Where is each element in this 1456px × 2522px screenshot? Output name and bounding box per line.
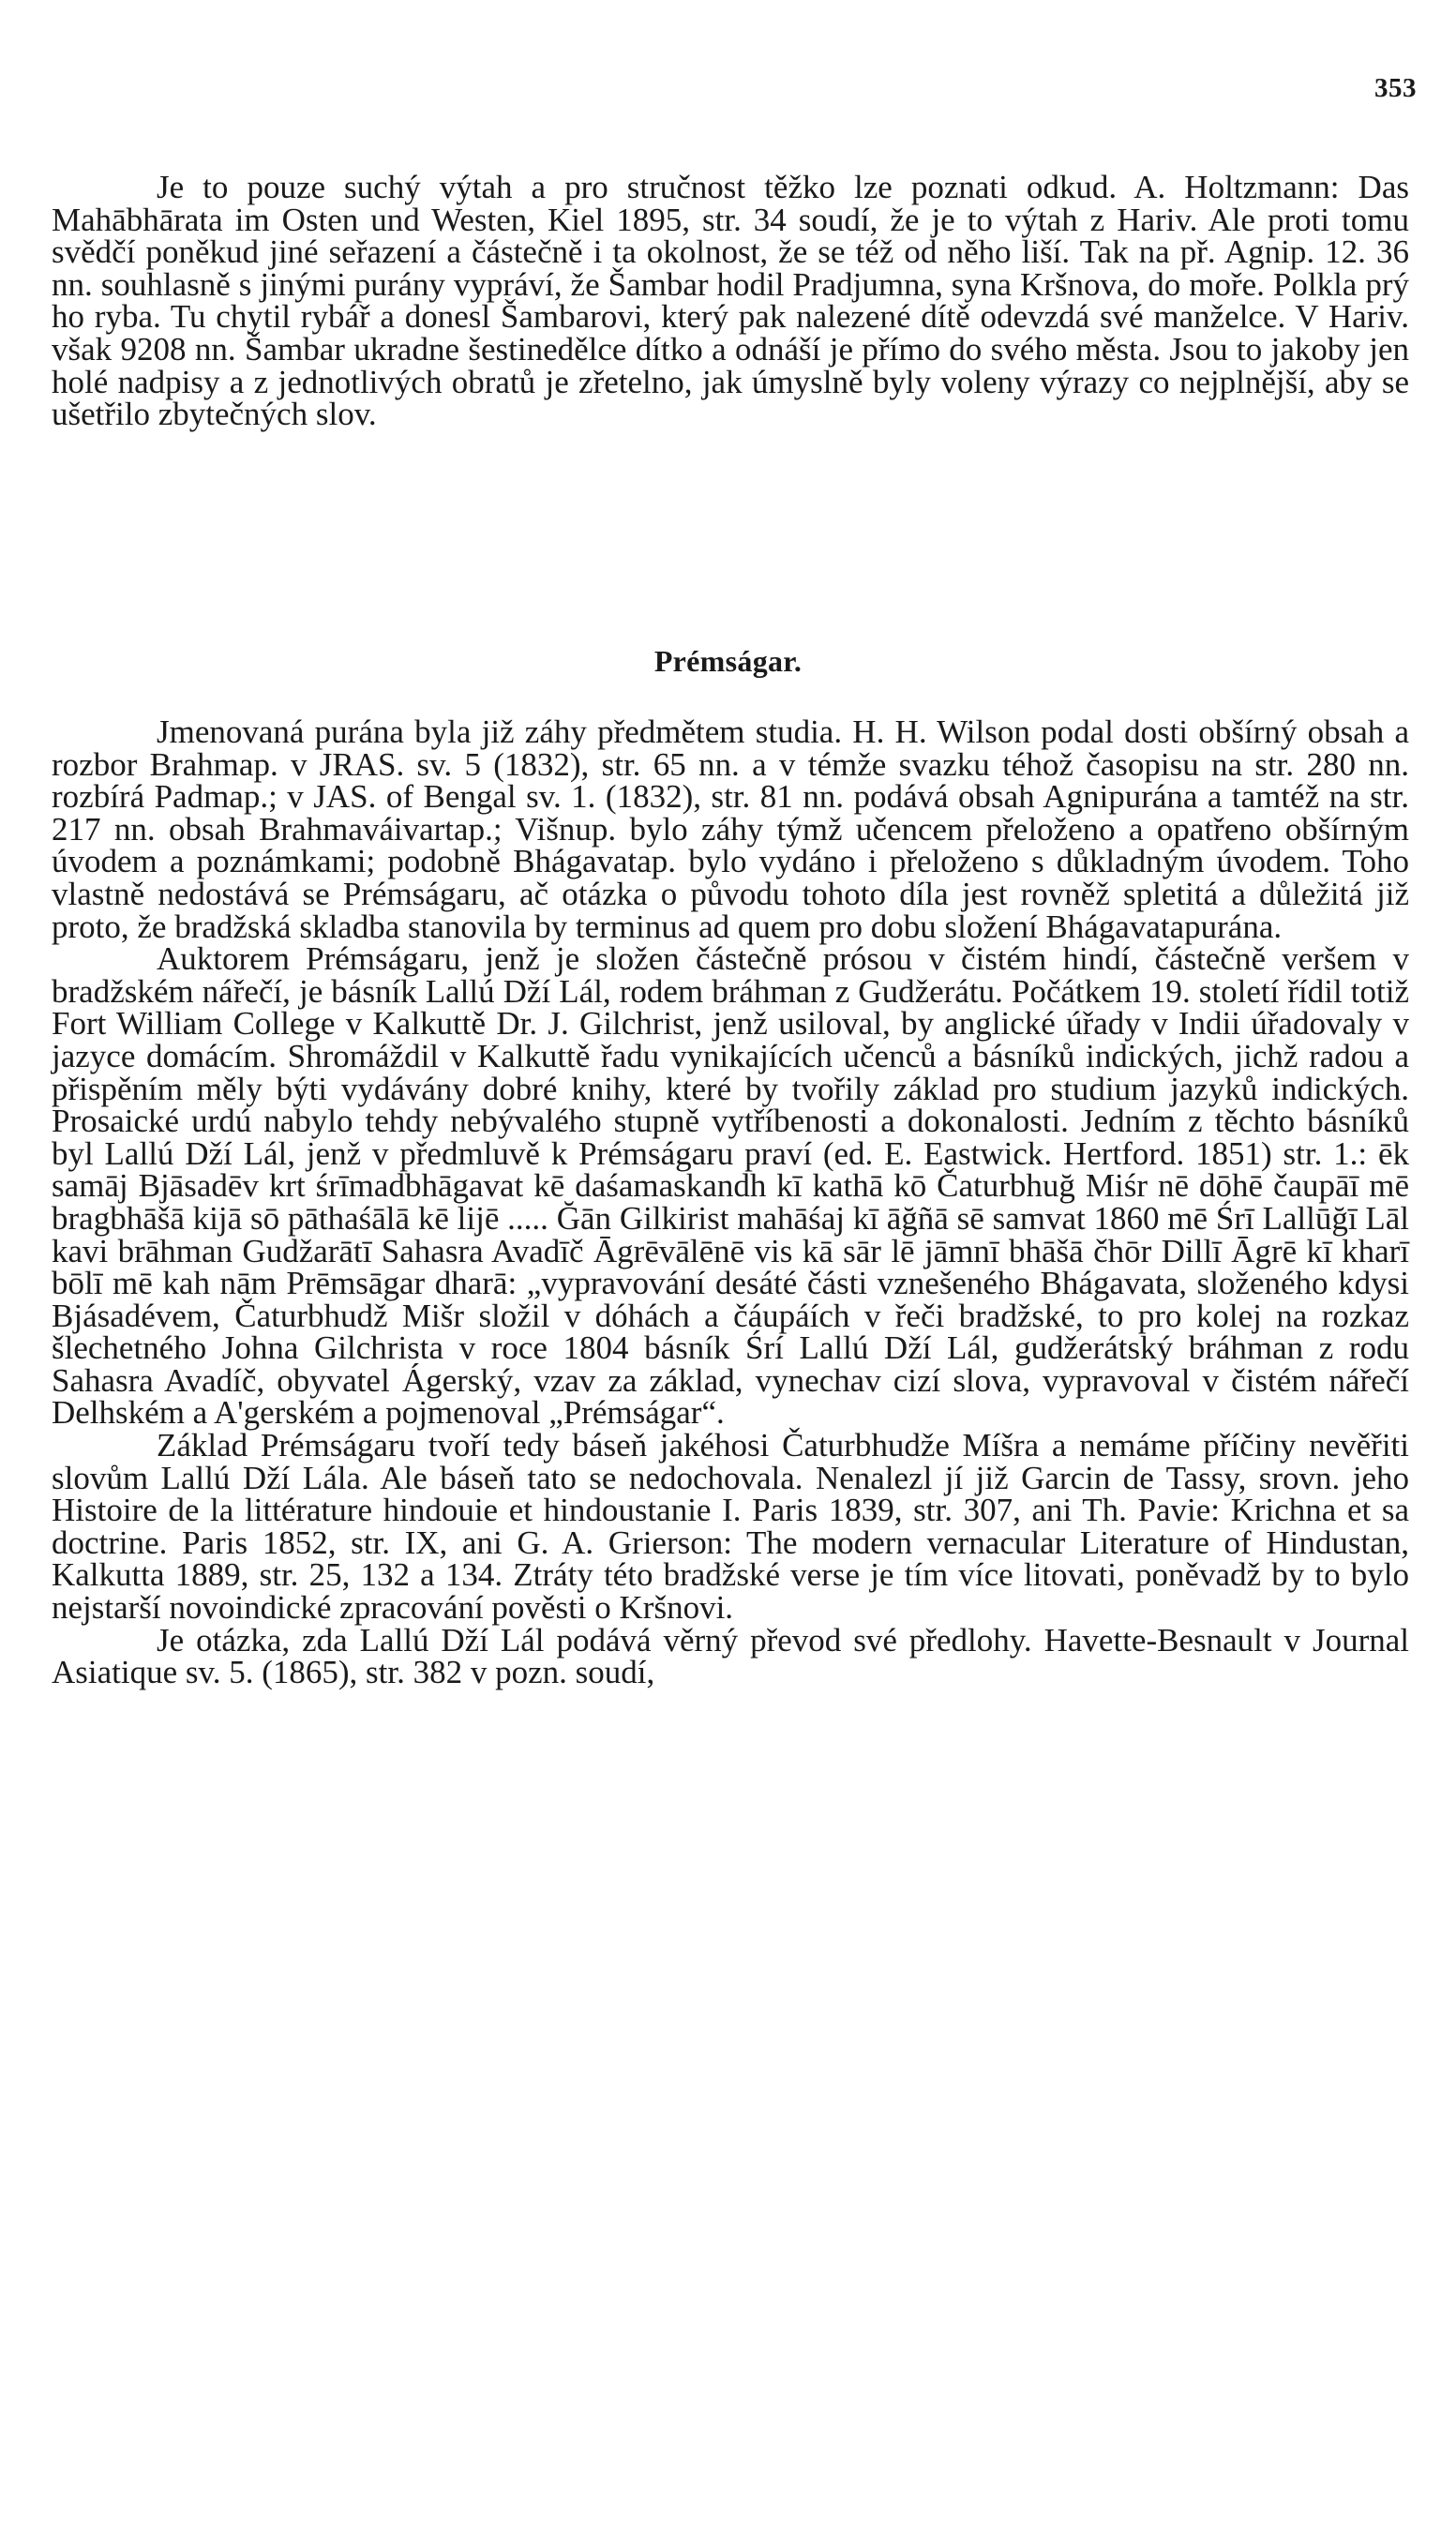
page-number: 353 [1374,73,1417,103]
paragraph: Je to pouze suchý výtah a pro stručnost těžko lze poznati odkud. A. Holtzmann: Das Mahābhārata im Osten und Westen, Kiel 1895, str. 34 soudí, že je to výtah z Hariv. Ale proti tomu svědčí poněkud jiné seřazení a částečně i ta okolnost, že se též od něho liší. Tak na př. Agnip. 12. 36 nn. souhlasně s jinými purány vypráví, že Šambar hodil Pradjumna, syna Kršnova, do moře. Polkla prý ho ryba. Tu chytil rybář a donesl Šambarovi, který pak nalezené dítě odevzdá své manželce. V Hariv. však 9208 nn. Šambar ukradne šestinedělce dítko a odnáší je přímo do svého města. Jsou to jakoby jen holé nadpisy a z jednotlivých obratů je zřetelno, jak úmyslně byly voleny výrazy co nejplnější, aby se ušetřilo zbytečných slov. [52,169,1409,433]
section-text-block [52,713,1409,1691]
section-heading: Prémságar. [653,644,803,678]
paragraph: Základ Prémságaru tvoří tedy báseň jakéhosi Čaturbhudže Míšra a nemáme příčiny nevěřiti slovům Lallú Dží Lála. Ale báseň tato se nedochovala. Nenalezl jí již Garcin de Tassy, srovn. jeho Histoire de la littérature hindouie et hindoustanie I. Paris 1839, str. 307, ani Th. Pavie: Krichna et sa doctrine. Paris 1852, str. IX, ani G. A. Grierson: The modern vernacular Literature of Hindustan, Kalkutta 1889, str. 25, 132 a 134. Ztráty této bradžské verse je tím více litovati, poněvadž by to bylo nejstarší novoindické zpracování pověsti o Kršnovi. [52,1427,1409,1627]
paragraph: Je otázka, zda Lallú Dží Lál podává věrný převod své předlohy. Havette-Besnault v Journal Asiatique sv. 5. (1865), str. 382 v pozn. soudí, [52,1621,1409,1691]
paragraph: Jmenovaná purána byla již záhy předmětem studia. H. H. Wilson podal dosti obšírný obsah a rozbor Brahmap. v JRAS. sv. 5 (1832), str. 65 nn. a v témže svazku téhož časopisu na str. 280 nn. rozbírá Padmap.; v JAS. of Bengal sv. 1. (1832), str. 81 nn. podává obsah Agnipurána a tamtéž na str. 217 nn. obsah Brahmaváivartap.; Višnup. bylo záhy týmž učencem přeloženo a opatřeno obšírným úvodem a poznámkami; podobně Bhágavatap. bylo vydáno i přeloženo s důkladným úvodem. Toho vlastně nedostává se Prémságaru, ač otázka o původu tohoto díla jest rovněž spletitá a důležitá již proto, že bradžská skladba stanovila by terminus ad quem pro dobu složení Bhágavatapurána. [52,713,1409,945]
intro-text-block [52,169,1409,433]
paragraph: Auktorem Prémságaru, jenž je složen částečně prósou v čistém hindí, částečně veršem v bradžském nářečí, je básník Lallú Dží Lál, rodem bráhman z Gudžerátu. Počátkem 19. století řídil totiž Fort William College v Kalkuttě Dr. J. Gilchrist, jenž usiloval, by anglické úřady v Indii úřadovaly v jazyce domácím. Shromáždil v Kalkuttě řadu vynikajících učenců a básníků indických, jichž radou a přispěním měly býti vydávány dobré knihy, které by tvořily základ pro studium jazyků indických. Prosaické urdú nabylo tehdy nebývalého stupně vytříbenosti a dokonalosti. Jedním z těchto básníků byl Lallú Dží Lál, jenž v předmluvě k Prémságaru praví (ed. E. Eastwick. Hertford. 1851) str. 1.: ēk samāj Bjāsadēv krt śrīmadbhāgavat kē daśamaskandh kī kathā kō Čaturbhuğ Miśr nē dōhē čaupāī mē bragbhāšā kijā sō pāthaśālā kē lijē ..... Ğān Gilkirist mahāśaj kī āğñā sē samvat 1860 mē Śrī Lallūğī Lāl kavi brāhman Gudžarātī Sahasra Avadīč Āgrēvālēnē vis kā sār lē jāmnī bhāšā čhōr Dillī Āgrē kī kharī bōlī mē kah nām Prēmsāgar dharā: „vypravování desáté části vznešeného Bhágavata, složeného kdysi Bjásadévem, Čaturbhudž Mišr složil v dóhách a čáupáích v řeči bradžské, to pro kolej na rozkaz šlechetného Johna Gilchrista v roce 1804 básník Śrí Lallú Dží Lál, gudžerátský bráhman z rodu Sahasra Avadíč, obyvatel Ágerský, vzav za základ, vynechav cizí slova, vypravoval v čistém nářečí Delhském a A'gerském a pojmenoval „Prémságar“. [52,940,1409,1432]
